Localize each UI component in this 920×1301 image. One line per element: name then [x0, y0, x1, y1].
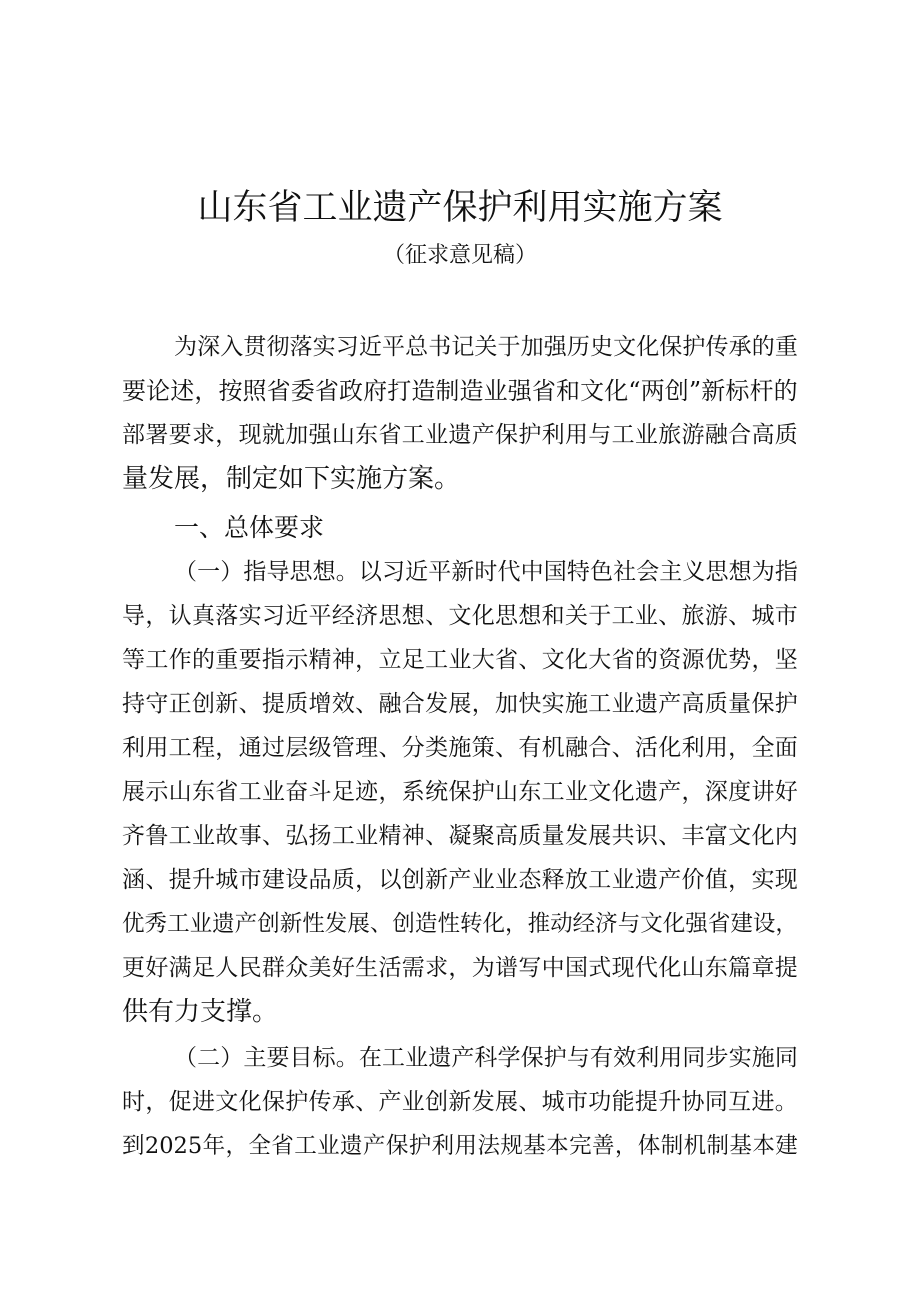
paragraph-line: 涵 、 提 升 城 市 建 设 品 质 ， 以 创 新 产 业 业 态 释 放 工 业 遗 产 价 值 ， 实 现 — [122, 867, 798, 893]
paragraph-line: 到 2025 年 ， 全 省 工 业 遗 产 保 护 利 用 法 规 基 本 完 善 ， 体 制 机 制 基 本 建 — [122, 1133, 798, 1159]
paragraph-line: 要 论 述 ， 按 照 省 委 省 政 府 打 造 制 造 业 强 省 和 文 化 “ 两 创 ” 新 标 杆 的 — [122, 377, 798, 405]
paragraph-line: 优 秀 工 业 遗 产 创 新 性 发 展 、 创 造 性 转 化 ， 推 动 经 济 与 文 化 强 省 建 设 ， — [122, 911, 798, 937]
paragraph-line: 时 ， 促 进 文 化 保 护 传 承 、 产 业 创 新 发 展 、 城 市 功 能 提 升 协 同 互 进 。 — [122, 1089, 798, 1115]
document-title: 山东省工业遗产保护利用实施方案 — [197, 188, 723, 228]
paragraph-line: 等 工 作 的 重 要 指 示 精 神 ， 立 足 工 业 大 省 、 文 化 大 省 的 资 源 优 势 ， 坚 — [122, 647, 798, 673]
paragraph-line: 持 守 正 创 新 、 提 质 增 效 、 融 合 发 展 ， 加 快 实 施 工 业 遗 产 高 质 量 保 护 — [122, 691, 798, 717]
paragraph-line: 部 署 要 求 ， 现 就 加 强 山 东 省 工 业 遗 产 保 护 利 用 与 工 业 旅 游 融 合 高 质 — [122, 422, 798, 448]
paragraph-line: 更 好 满 足 人 民 群 众 美 好 生 活 需 求 ， 为 谱 写 中 国 式 现 代 化 山 东 篇 章 提 — [122, 955, 798, 981]
paragraph-line: （ 一 ） 指 导 思 想 。 以 习 近 平 新 时 代 中 国 特 色 社 会 主 义 思 想 为 指 — [174, 559, 798, 585]
paragraph-line: 展 示 山 东 省 工 业 奋 斗 足 迹 ， 系 统 保 护 山 东 工 业 文 化 遗 产 ， 深 度 讲 好 — [122, 779, 798, 805]
paragraph-line: （ 二 ） 主 要 目 标 。 在 工 业 遗 产 科 学 保 护 与 有 效 利 用 同 步 实 施 同 — [174, 1045, 798, 1071]
document-subtitle: （征求意见稿） — [382, 243, 537, 268]
paragraph-line: 为 深 入 贯 彻 落 实 习 近 平 总 书 记 关 于 加 强 历 史 文 化 保 护 传 承 的 重 — [174, 334, 798, 360]
paragraph-line: 量发展，制定如下实施方案。 — [122, 464, 461, 494]
paragraph-line: 供有力支撑。 — [122, 997, 279, 1027]
section-heading: 一、总体要求 — [174, 513, 325, 542]
paragraph-line: 利 用 工 程 ， 通 过 层 级 管 理 、 分 类 施 策 、 有 机 融 合 、 活 化 利 用 ， 全 面 — [122, 735, 798, 761]
paragraph-line: 导 ， 认 真 落 实 习 近 平 经 济 思 想 、 文 化 思 想 和 关 于 工 业 、 旅 游 、 城 市 — [122, 603, 798, 629]
paragraph-line: 齐 鲁 工 业 故 事 、 弘 扬 工 业 精 神 、 凝 聚 高 质 量 发 展 共 识 、 丰 富 文 化 内 — [122, 823, 798, 849]
